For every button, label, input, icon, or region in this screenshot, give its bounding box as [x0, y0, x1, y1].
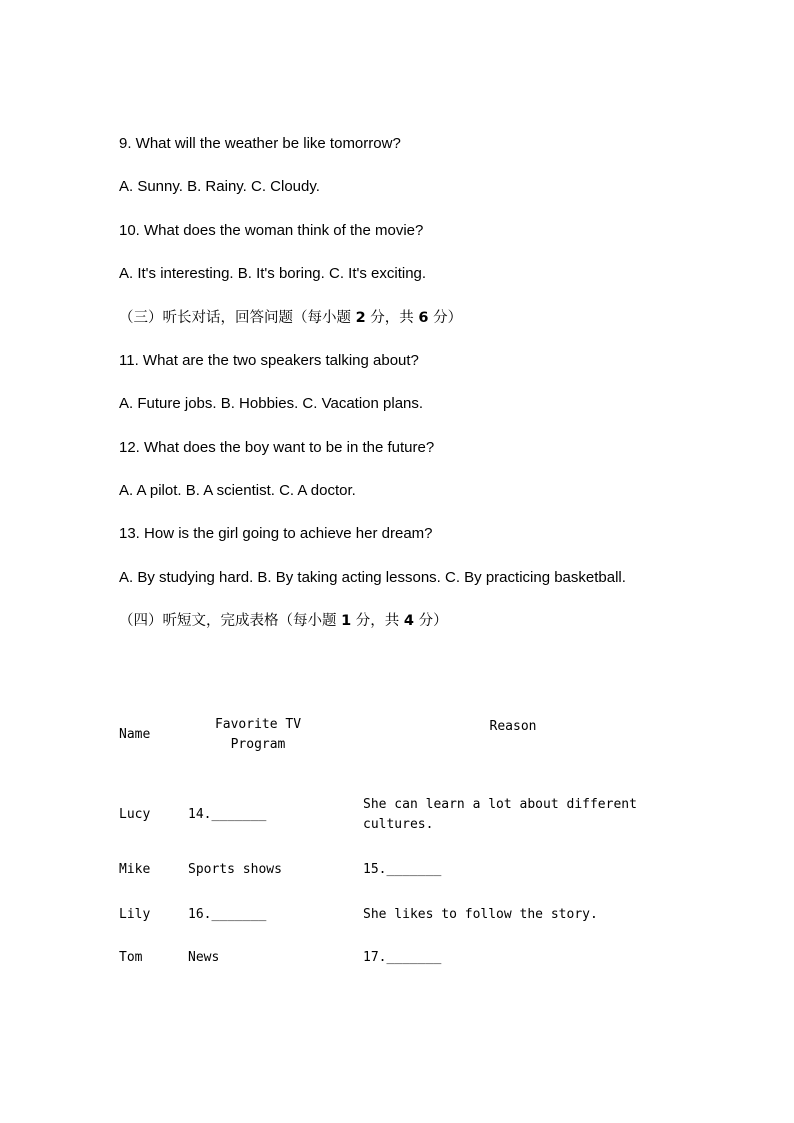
row-reason: 15._______ — [363, 862, 442, 877]
question-13-options: A. By studying hard. B. By taking acting lessons. C. By practicing basketball. — [119, 569, 626, 586]
header-favorite-program: Favorite TV Program — [214, 717, 302, 752]
section-4-heading — [119, 611, 448, 631]
row-program: Sports shows — [188, 862, 282, 877]
section-3-heading-start: （三）听长对话，回答问题（每小题 — [119, 310, 356, 326]
header-reason: Reason — [489, 719, 537, 734]
row-program: 14._______ — [188, 807, 267, 822]
row-reason: She likes to follow the story. — [363, 907, 598, 922]
question-13-text: 13. How is the girl going to achieve her dream? — [119, 525, 433, 542]
question-9-text: 9. What will the weather be like tomorrow? — [119, 135, 401, 152]
section-4-points-each: 1 — [341, 613, 352, 629]
question-10-options: A. It's interesting. B. It's boring. C. It's exciting. — [119, 265, 427, 282]
section-4-heading-start: （四）听短文，完成表格（每小题 — [119, 613, 342, 629]
row-reason: She can learn a lot about different cultures. — [363, 797, 645, 832]
row-name: Tom — [119, 950, 143, 965]
section-3-heading-end: 分） — [428, 310, 463, 326]
question-12-options: A. A pilot. B. A scientist. C. A doctor. — [119, 482, 356, 499]
section-4-points-total: 4 — [403, 613, 415, 629]
section-4-heading-mid: 分，共 — [351, 613, 404, 629]
question-11-options: A. Future jobs. B. Hobbies. C. Vacation plans. — [119, 395, 424, 412]
section-3-heading — [119, 308, 462, 328]
question-9-options: A. Sunny. B. Rainy. C. Cloudy. — [119, 178, 320, 195]
row-program: News — [188, 950, 220, 965]
question-11-text: 11. What are the two speakers talking about? — [119, 352, 419, 369]
section-3-points-each: 2 — [355, 310, 366, 326]
row-program: 16._______ — [188, 907, 267, 922]
row-name: Mike — [119, 862, 151, 877]
section-4-heading-end: 分） — [414, 613, 448, 629]
row-name: Lucy — [119, 807, 151, 822]
row-name: Lily — [119, 907, 151, 922]
question-12-text: 12. What does the boy want to be in the future? — [119, 439, 435, 456]
section-3-points-total: 6 — [418, 310, 429, 326]
row-reason: 17._______ — [363, 950, 442, 965]
section-3-heading-mid: 分，共 — [365, 310, 419, 326]
question-10-text: 10. What does the woman think of the movie? — [119, 222, 424, 239]
header-name: Name — [119, 727, 151, 742]
